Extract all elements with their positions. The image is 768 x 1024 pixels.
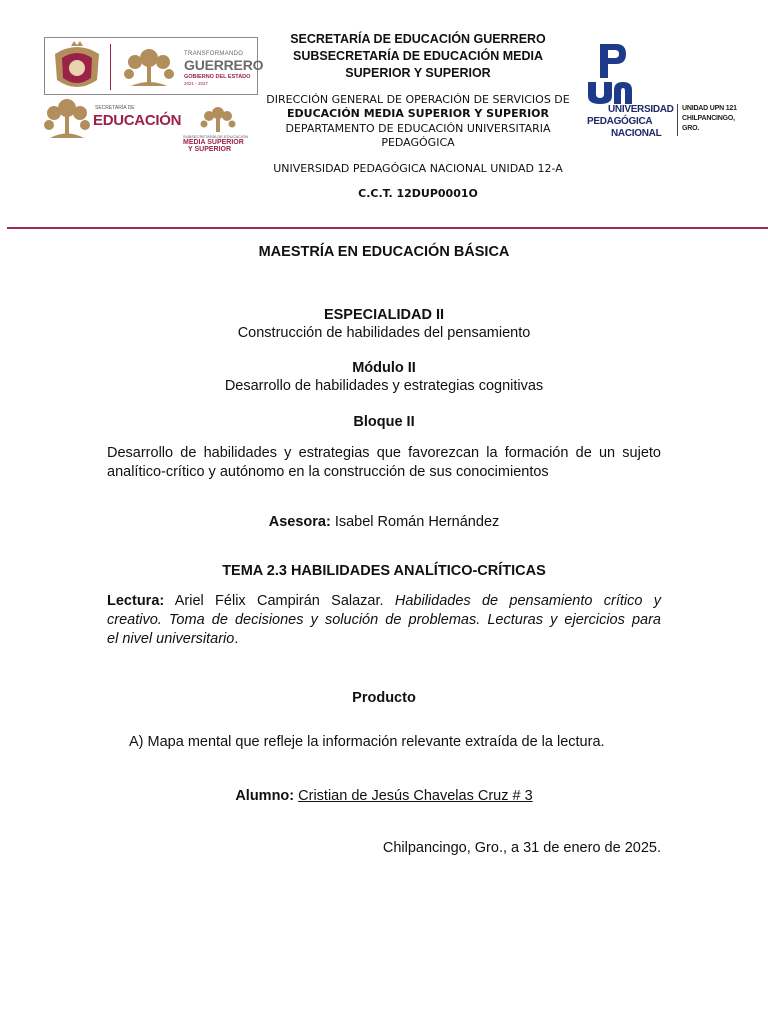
reading-title-part3: el nivel universitario bbox=[107, 631, 235, 647]
advisor-line bbox=[107, 513, 661, 532]
gov-logo-line3: GOBIERNO DEL ESTADO bbox=[184, 74, 251, 80]
upn-name-line1: UNIVERSIDAD bbox=[608, 104, 674, 115]
ms-logo-line2-text: Y SUPERIOR bbox=[188, 146, 232, 153]
topic-title: TEMA 2.3 HABILIDADES ANALÍTICO-CRÍTICAS bbox=[222, 563, 546, 579]
student-label: Alumno: bbox=[235, 788, 295, 804]
header-line-subsecretaria: SUBSECRETARÍA DE EDUCACIÓN MEDIA bbox=[292, 49, 543, 63]
upn-name-line3: NACIONAL bbox=[611, 128, 662, 139]
gov-logo-line4: 2021 - 2027 bbox=[184, 81, 209, 86]
specialty-name: Construcción de habilidades del pensamiento bbox=[237, 325, 531, 341]
sep-logo-small: SECRETARÍA DE bbox=[95, 105, 135, 111]
student-line bbox=[107, 787, 661, 806]
reading-author: Ariel Félix Campirán Salazar. bbox=[164, 593, 395, 609]
product-title: Producto bbox=[352, 690, 416, 706]
advisor-label: Asesora: bbox=[268, 514, 331, 530]
upn-side-line1: UNIDAD UPN 121 bbox=[682, 105, 737, 112]
header-line-cct: C.C.T. 12DUP0001O bbox=[358, 187, 478, 200]
place-date: Chilpancingo, Gro., a 31 de enero de 2025. bbox=[382, 840, 661, 856]
header-line-unidad: UNIVERSIDAD PEDAGÓGICA NACIONAL UNIDAD 12-A bbox=[273, 162, 563, 175]
block-description-line2: analítico-crítico y autónomo en la construcción de sus conocimientos bbox=[107, 464, 549, 480]
product-item: A) Mapa mental que refleje la información relevante extraída de la lectura. bbox=[129, 734, 605, 750]
gov-logo-line1: TRANSFORMANDO bbox=[184, 51, 244, 57]
gov-logo-line2: GUERRERO bbox=[184, 57, 264, 73]
guerrero-coat-of-arms-icon bbox=[47, 40, 107, 94]
specialty-title: ESPECIALIDAD II bbox=[323, 307, 445, 323]
upn-name-line2: PEDAGÓGICA bbox=[587, 116, 653, 127]
block-title: Bloque II bbox=[353, 414, 415, 430]
reading-reference bbox=[107, 592, 661, 649]
ms-logo-small: SUBSECRETARÍA DE EDUCACIÓN bbox=[183, 134, 249, 139]
guerrero-government-logo bbox=[44, 37, 264, 95]
guerrero-tree-emblem-icon bbox=[121, 44, 177, 90]
reading-title-part1: Habilidades de pensamiento crítico y bbox=[394, 593, 661, 609]
media-superior-emblem-icon bbox=[200, 105, 236, 133]
block-description-line1: Desarrollo de habilidades y estrategias que favorezcan la formación de un sujeto bbox=[107, 445, 661, 461]
upn-side-line2: CHILPANCINGO, bbox=[682, 115, 735, 122]
reading-line1 bbox=[107, 592, 661, 611]
header-line-pedagogica: PEDAGÓGICA bbox=[381, 136, 455, 149]
header-divider-rule bbox=[7, 227, 768, 229]
header-line-departamento: DEPARTAMENTO DE EDUCACIÓN UNIVERSITARIA bbox=[285, 122, 551, 135]
ms-logo-line1-text: MEDIA SUPERIOR bbox=[183, 139, 244, 146]
header-line-direccion: DIRECCIÓN GENERAL DE OPERACIÓN DE SERVICIOS DE bbox=[266, 93, 570, 106]
upn-side-line3: GRO. bbox=[682, 125, 700, 132]
module-title: Módulo II bbox=[352, 360, 416, 376]
block-description bbox=[107, 444, 661, 482]
header-line-educacion-media: EDUCACIÓN MEDIA SUPERIOR Y SUPERIOR bbox=[287, 107, 549, 120]
reading-end: . bbox=[234, 631, 239, 647]
upn-logo-icon bbox=[586, 42, 634, 104]
reading-title-part2: creativo. Toma de decisiones y solución de problemas. Lecturas y ejercicios para bbox=[107, 612, 661, 628]
sep-tree-emblem-icon bbox=[44, 96, 90, 140]
program-title: MAESTRÍA EN EDUCACIÓN BÁSICA bbox=[258, 244, 510, 260]
header-line-superior: SUPERIOR Y SUPERIOR bbox=[345, 66, 491, 80]
student-name: Cristian de Jesús Chavelas Cruz # 3 bbox=[298, 788, 533, 804]
advisor-name: Isabel Román Hernández bbox=[330, 514, 500, 530]
module-name: Desarrollo de habilidades y estrategias cognitivas bbox=[224, 378, 544, 394]
ms-logo-line1 bbox=[183, 139, 244, 153]
logo-divider bbox=[110, 44, 111, 90]
reading-label: Lectura: bbox=[107, 593, 165, 609]
upn-divider bbox=[677, 104, 678, 136]
reading-line3 bbox=[107, 630, 661, 649]
header-line-secretaria: SECRETARÍA DE EDUCACIÓN GUERRERO bbox=[290, 32, 546, 46]
sep-logo-big: EDUCACIÓN bbox=[93, 112, 182, 129]
